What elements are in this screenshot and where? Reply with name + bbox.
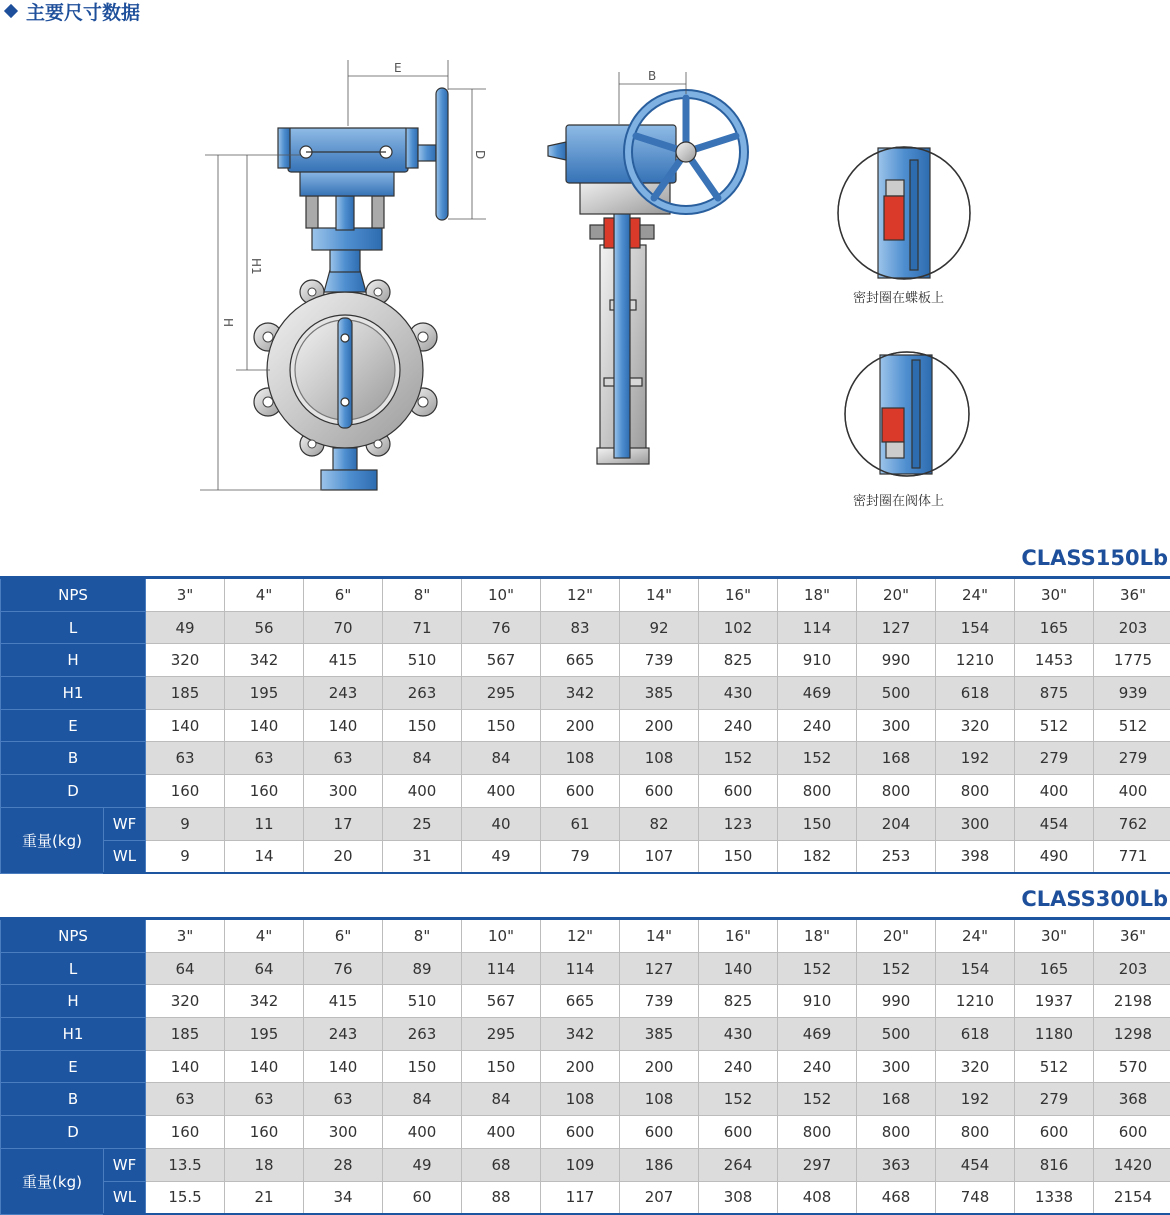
cell-d: 600 <box>699 1116 778 1149</box>
cell-l: 127 <box>620 952 699 985</box>
table-row <box>1 709 1170 742</box>
cell-h1: 1298 <box>1094 1018 1170 1051</box>
cell-d: 600 <box>541 775 620 808</box>
cell-e: 200 <box>541 1050 620 1083</box>
table-row <box>1 1148 1170 1181</box>
cell-nps: 24" <box>936 919 1015 953</box>
class150-table <box>0 576 1170 874</box>
cell-h: 510 <box>383 985 462 1018</box>
cell-nps: 12" <box>541 578 620 612</box>
cell-d: 160 <box>146 775 225 808</box>
cell-d: 300 <box>304 775 383 808</box>
cell-e: 512 <box>1094 709 1170 742</box>
row-label-d: D <box>1 775 146 808</box>
cell-e: 150 <box>462 709 541 742</box>
cell-e: 320 <box>936 709 1015 742</box>
row-label-weight: 重量(kg) <box>1 807 104 873</box>
cell-nps: 24" <box>936 578 1015 612</box>
cell-l: 152 <box>778 952 857 985</box>
cell-wl: 398 <box>936 840 1015 873</box>
cell-b: 192 <box>936 1083 1015 1116</box>
cell-d: 400 <box>383 775 462 808</box>
cell-nps: 14" <box>620 919 699 953</box>
cell-h: 990 <box>857 644 936 677</box>
cell-h1: 243 <box>304 1018 383 1051</box>
cell-h1: 195 <box>225 677 304 710</box>
cell-e: 240 <box>699 1050 778 1083</box>
cell-l: 154 <box>936 952 1015 985</box>
cell-b: 84 <box>462 1083 541 1116</box>
row-label-h1: H1 <box>1 1018 146 1051</box>
cell-wl: 150 <box>699 840 778 873</box>
dim-label-b: B <box>648 69 657 83</box>
class300-table <box>0 917 1170 1215</box>
table-row <box>1 1116 1170 1149</box>
cell-nps: 30" <box>1015 578 1094 612</box>
cell-d: 400 <box>383 1116 462 1149</box>
cell-h: 1775 <box>1094 644 1170 677</box>
cell-h: 910 <box>778 985 857 1018</box>
cell-wf: 18 <box>225 1148 304 1181</box>
cell-b: 368 <box>1094 1083 1170 1116</box>
cell-b: 168 <box>857 742 936 775</box>
cell-h1: 243 <box>304 677 383 710</box>
cell-h1: 195 <box>225 1018 304 1051</box>
cell-h1: 263 <box>383 1018 462 1051</box>
cell-wl: 14 <box>225 840 304 873</box>
cell-nps: 4" <box>225 919 304 953</box>
cell-d: 800 <box>936 775 1015 808</box>
cell-d: 800 <box>857 1116 936 1149</box>
cell-l: 114 <box>541 952 620 985</box>
cell-d: 160 <box>225 1116 304 1149</box>
section-heading <box>2 0 140 24</box>
cell-h: 1210 <box>936 644 1015 677</box>
cell-b: 279 <box>1015 1083 1094 1116</box>
cell-h1: 500 <box>857 677 936 710</box>
cell-l: 92 <box>620 611 699 644</box>
cell-l: 165 <box>1015 611 1094 644</box>
cell-e: 140 <box>225 709 304 742</box>
row-label-wf: WF <box>104 1148 146 1181</box>
row-label-e: E <box>1 709 146 742</box>
table-row <box>1 807 1170 840</box>
cell-e: 200 <box>541 709 620 742</box>
row-label-weight: 重量(kg) <box>1 1148 104 1214</box>
cell-wl: 2154 <box>1094 1181 1170 1214</box>
table-row <box>1 1050 1170 1083</box>
table-row <box>1 775 1170 808</box>
table-row <box>1 1181 1170 1214</box>
cell-wl: 771 <box>1094 840 1170 873</box>
cell-h: 415 <box>304 644 383 677</box>
cell-h: 510 <box>383 644 462 677</box>
cell-b: 63 <box>146 1083 225 1116</box>
cell-h: 990 <box>857 985 936 1018</box>
cell-wf: 61 <box>541 807 620 840</box>
row-label-b: B <box>1 1083 146 1116</box>
cell-nps: 18" <box>778 919 857 953</box>
cell-wf: 762 <box>1094 807 1170 840</box>
cell-h1: 295 <box>462 1018 541 1051</box>
cell-l: 76 <box>304 952 383 985</box>
dim-label-e: E <box>394 61 402 75</box>
cell-h1: 500 <box>857 1018 936 1051</box>
cell-wl: 468 <box>857 1181 936 1214</box>
cell-b: 152 <box>699 1083 778 1116</box>
cell-e: 320 <box>936 1050 1015 1083</box>
cell-wf: 454 <box>936 1148 1015 1181</box>
cell-e: 140 <box>146 1050 225 1083</box>
row-label-l: L <box>1 611 146 644</box>
cell-e: 512 <box>1015 709 1094 742</box>
cell-e: 570 <box>1094 1050 1170 1083</box>
cell-wl: 15.5 <box>146 1181 225 1214</box>
cell-b: 279 <box>1015 742 1094 775</box>
cell-wf: 28 <box>304 1148 383 1181</box>
cell-wl: 107 <box>620 840 699 873</box>
cell-nps: 4" <box>225 578 304 612</box>
cell-h1: 939 <box>1094 677 1170 710</box>
dim-label-d: D <box>473 150 487 160</box>
cell-l: 203 <box>1094 952 1170 985</box>
cell-h: 320 <box>146 985 225 1018</box>
cell-b: 192 <box>936 742 1015 775</box>
cell-h: 665 <box>541 985 620 1018</box>
cell-wl: 9 <box>146 840 225 873</box>
row-label-wl: WL <box>104 1181 146 1214</box>
cell-b: 63 <box>146 742 225 775</box>
cell-b: 152 <box>778 742 857 775</box>
cell-wl: 1338 <box>1015 1181 1094 1214</box>
cell-l: 154 <box>936 611 1015 644</box>
cell-b: 108 <box>620 742 699 775</box>
table-row <box>1 578 1170 612</box>
cell-wl: 20 <box>304 840 383 873</box>
row-label-l: L <box>1 952 146 985</box>
cell-h: 1937 <box>1015 985 1094 1018</box>
cell-wf: 204 <box>857 807 936 840</box>
cell-d: 600 <box>620 775 699 808</box>
front-view <box>254 88 448 490</box>
cell-b: 84 <box>462 742 541 775</box>
cell-wf: 109 <box>541 1148 620 1181</box>
cell-h: 910 <box>778 644 857 677</box>
cell-b: 152 <box>699 742 778 775</box>
cell-d: 160 <box>146 1116 225 1149</box>
cell-h1: 1180 <box>1015 1018 1094 1051</box>
table-row <box>1 611 1170 644</box>
cell-wl: 34 <box>304 1181 383 1214</box>
class150-title: CLASS150Lb <box>1021 546 1168 570</box>
cell-nps: 3" <box>146 919 225 953</box>
cell-e: 150 <box>383 709 462 742</box>
cell-wl: 49 <box>462 840 541 873</box>
side-view <box>548 94 744 464</box>
cell-wf: 25 <box>383 807 462 840</box>
cell-h: 825 <box>699 985 778 1018</box>
cell-wl: 490 <box>1015 840 1094 873</box>
cell-nps: 6" <box>304 919 383 953</box>
cell-h1: 875 <box>1015 677 1094 710</box>
cell-wf: 17 <box>304 807 383 840</box>
cell-b: 84 <box>383 1083 462 1116</box>
cell-d: 600 <box>620 1116 699 1149</box>
cell-l: 165 <box>1015 952 1094 985</box>
cell-b: 168 <box>857 1083 936 1116</box>
cell-l: 56 <box>225 611 304 644</box>
dim-label-h1: H1 <box>249 258 263 275</box>
cell-h: 1453 <box>1015 644 1094 677</box>
cell-l: 71 <box>383 611 462 644</box>
cell-d: 600 <box>1094 1116 1170 1149</box>
cell-d: 400 <box>1094 775 1170 808</box>
table-row <box>1 919 1170 953</box>
cell-wl: 182 <box>778 840 857 873</box>
cell-h1: 469 <box>778 677 857 710</box>
cell-e: 240 <box>778 1050 857 1083</box>
cell-nps: 16" <box>699 919 778 953</box>
row-label-nps: NPS <box>1 578 146 612</box>
cell-d: 400 <box>1015 775 1094 808</box>
cell-h1: 263 <box>383 677 462 710</box>
cell-nps: 20" <box>857 919 936 953</box>
cell-h1: 295 <box>462 677 541 710</box>
cell-wf: 49 <box>383 1148 462 1181</box>
cell-l: 127 <box>857 611 936 644</box>
cell-b: 63 <box>304 1083 383 1116</box>
table-row <box>1 840 1170 873</box>
detail-body-seal <box>845 352 969 476</box>
cell-b: 152 <box>778 1083 857 1116</box>
cell-h: 415 <box>304 985 383 1018</box>
cell-wf: 454 <box>1015 807 1094 840</box>
cell-nps: 30" <box>1015 919 1094 953</box>
cell-l: 76 <box>462 611 541 644</box>
cell-l: 64 <box>146 952 225 985</box>
cell-h1: 618 <box>936 677 1015 710</box>
cell-wl: 60 <box>383 1181 462 1214</box>
cell-wl: 207 <box>620 1181 699 1214</box>
diamond-bullet-icon <box>4 4 18 18</box>
cell-nps: 8" <box>383 919 462 953</box>
caption-seal-on-disc: 密封圈在蝶板上 <box>853 291 945 306</box>
row-label-h1: H1 <box>1 677 146 710</box>
cell-d: 600 <box>699 775 778 808</box>
cell-wf: 68 <box>462 1148 541 1181</box>
valve-dimension-drawing <box>0 30 1170 530</box>
cell-e: 240 <box>699 709 778 742</box>
cell-h: 665 <box>541 644 620 677</box>
cell-h1: 430 <box>699 677 778 710</box>
cell-e: 200 <box>620 1050 699 1083</box>
cell-e: 140 <box>225 1050 304 1083</box>
cell-l: 114 <box>462 952 541 985</box>
cell-l: 140 <box>699 952 778 985</box>
cell-b: 63 <box>225 742 304 775</box>
table-row <box>1 985 1170 1018</box>
cell-d: 300 <box>304 1116 383 1149</box>
cell-h: 739 <box>620 644 699 677</box>
cell-wf: 816 <box>1015 1148 1094 1181</box>
cell-nps: 18" <box>778 578 857 612</box>
cell-nps: 3" <box>146 578 225 612</box>
row-label-e: E <box>1 1050 146 1083</box>
cell-d: 800 <box>936 1116 1015 1149</box>
cell-l: 64 <box>225 952 304 985</box>
detail-disc-seal <box>838 147 970 279</box>
cell-l: 114 <box>778 611 857 644</box>
cell-e: 150 <box>462 1050 541 1083</box>
cell-nps: 36" <box>1094 919 1170 953</box>
cell-h: 342 <box>225 985 304 1018</box>
cell-wl: 88 <box>462 1181 541 1214</box>
cell-h: 320 <box>146 644 225 677</box>
cell-nps: 36" <box>1094 578 1170 612</box>
cell-h: 1210 <box>936 985 1015 1018</box>
cell-d: 160 <box>225 775 304 808</box>
table-row <box>1 1018 1170 1051</box>
cell-h1: 618 <box>936 1018 1015 1051</box>
dim-label-h: H <box>221 318 235 328</box>
cell-d: 800 <box>857 775 936 808</box>
cell-b: 63 <box>225 1083 304 1116</box>
cell-h: 567 <box>462 644 541 677</box>
cell-l: 70 <box>304 611 383 644</box>
cell-b: 108 <box>541 742 620 775</box>
cell-b: 279 <box>1094 742 1170 775</box>
cell-wf: 13.5 <box>146 1148 225 1181</box>
cell-wl: 21 <box>225 1181 304 1214</box>
cell-e: 512 <box>1015 1050 1094 1083</box>
cell-h: 567 <box>462 985 541 1018</box>
cell-wf: 150 <box>778 807 857 840</box>
cell-h: 739 <box>620 985 699 1018</box>
cell-wf: 297 <box>778 1148 857 1181</box>
cell-wl: 117 <box>541 1181 620 1214</box>
table-row <box>1 742 1170 775</box>
row-label-nps: NPS <box>1 919 146 953</box>
cell-l: 152 <box>857 952 936 985</box>
cell-h1: 342 <box>541 1018 620 1051</box>
cell-b: 108 <box>541 1083 620 1116</box>
cell-wf: 40 <box>462 807 541 840</box>
cell-d: 400 <box>462 775 541 808</box>
cell-e: 140 <box>146 709 225 742</box>
row-label-b: B <box>1 742 146 775</box>
cell-nps: 6" <box>304 578 383 612</box>
cell-e: 140 <box>304 1050 383 1083</box>
cell-h1: 430 <box>699 1018 778 1051</box>
row-label-wl: WL <box>104 840 146 873</box>
cell-wl: 253 <box>857 840 936 873</box>
cell-e: 150 <box>383 1050 462 1083</box>
cell-e: 300 <box>857 709 936 742</box>
cell-h: 2198 <box>1094 985 1170 1018</box>
cell-h1: 342 <box>541 677 620 710</box>
cell-d: 600 <box>1015 1116 1094 1149</box>
section-title: 主要尺寸数据 <box>26 1 141 24</box>
table-row <box>1 952 1170 985</box>
cell-nps: 10" <box>462 919 541 953</box>
row-label-wf: WF <box>104 807 146 840</box>
cell-wl: 408 <box>778 1181 857 1214</box>
class300-title: CLASS300Lb <box>1021 887 1168 911</box>
caption-seal-on-body: 密封圈在阀体上 <box>853 494 945 509</box>
cell-wl: 308 <box>699 1181 778 1214</box>
cell-h1: 385 <box>620 1018 699 1051</box>
cell-wf: 82 <box>620 807 699 840</box>
cell-e: 300 <box>857 1050 936 1083</box>
cell-wf: 300 <box>936 807 1015 840</box>
cell-wf: 363 <box>857 1148 936 1181</box>
cell-d: 800 <box>778 775 857 808</box>
row-label-h: H <box>1 985 146 1018</box>
cell-wf: 264 <box>699 1148 778 1181</box>
cell-d: 600 <box>541 1116 620 1149</box>
cell-l: 83 <box>541 611 620 644</box>
cell-l: 89 <box>383 952 462 985</box>
cell-nps: 8" <box>383 578 462 612</box>
row-label-h: H <box>1 644 146 677</box>
cell-nps: 12" <box>541 919 620 953</box>
table-row <box>1 644 1170 677</box>
cell-h1: 469 <box>778 1018 857 1051</box>
cell-b: 108 <box>620 1083 699 1116</box>
cell-h1: 185 <box>146 1018 225 1051</box>
cell-d: 400 <box>462 1116 541 1149</box>
cell-d: 800 <box>778 1116 857 1149</box>
cell-b: 63 <box>304 742 383 775</box>
cell-h1: 185 <box>146 677 225 710</box>
row-label-d: D <box>1 1116 146 1149</box>
cell-wf: 186 <box>620 1148 699 1181</box>
cell-wf: 11 <box>225 807 304 840</box>
cell-h: 825 <box>699 644 778 677</box>
cell-nps: 14" <box>620 578 699 612</box>
cell-l: 102 <box>699 611 778 644</box>
cell-wl: 31 <box>383 840 462 873</box>
cell-l: 49 <box>146 611 225 644</box>
cell-e: 200 <box>620 709 699 742</box>
cell-h: 342 <box>225 644 304 677</box>
cell-wl: 748 <box>936 1181 1015 1214</box>
cell-nps: 16" <box>699 578 778 612</box>
cell-l: 203 <box>1094 611 1170 644</box>
cell-e: 140 <box>304 709 383 742</box>
cell-b: 84 <box>383 742 462 775</box>
table-row <box>1 1083 1170 1116</box>
cell-wl: 79 <box>541 840 620 873</box>
cell-wf: 9 <box>146 807 225 840</box>
cell-e: 240 <box>778 709 857 742</box>
cell-nps: 20" <box>857 578 936 612</box>
cell-wf: 123 <box>699 807 778 840</box>
cell-h1: 385 <box>620 677 699 710</box>
cell-wf: 1420 <box>1094 1148 1170 1181</box>
cell-nps: 10" <box>462 578 541 612</box>
table-row <box>1 677 1170 710</box>
